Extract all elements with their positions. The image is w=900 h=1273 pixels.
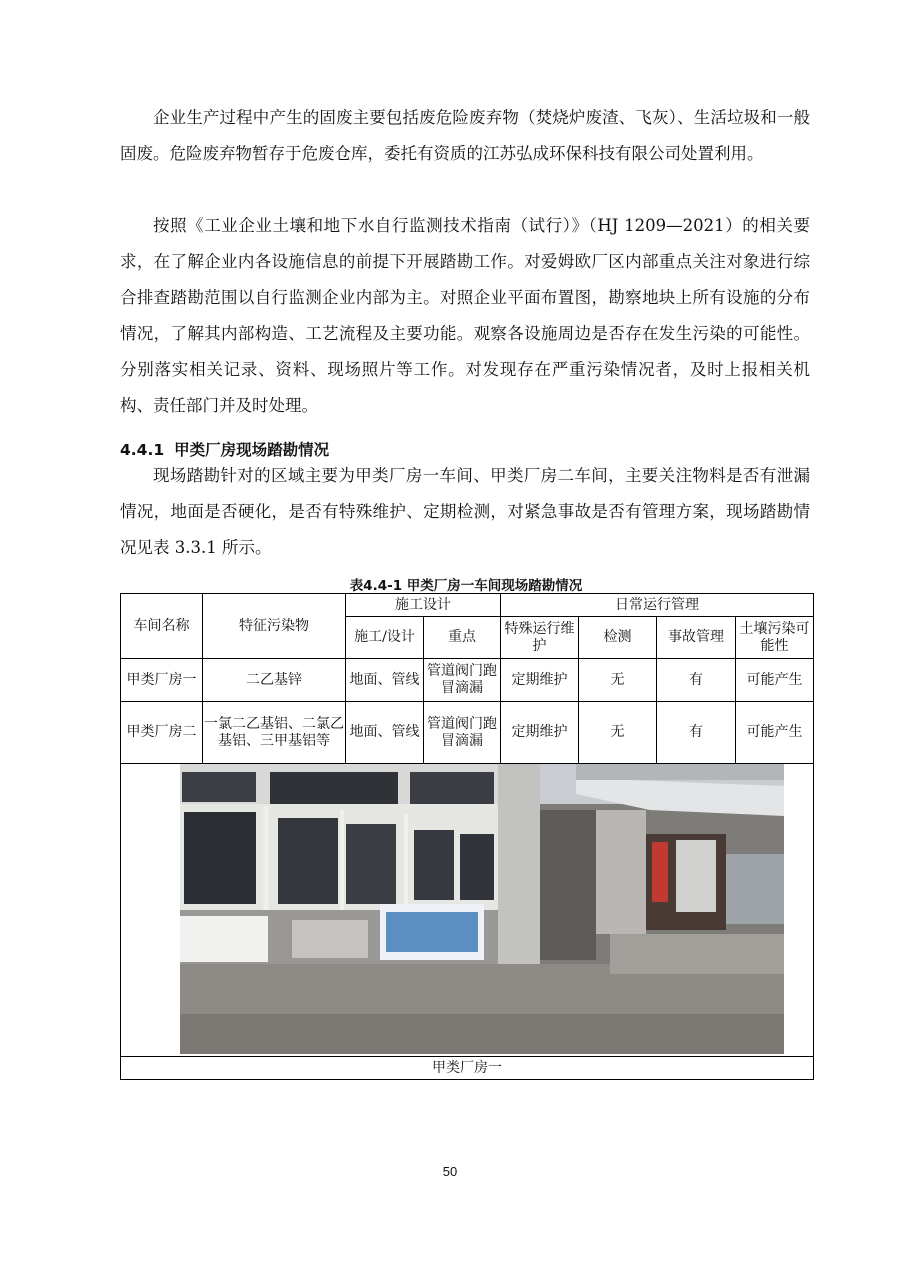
survey-table [120, 593, 814, 1080]
header-inspection: 检测 [579, 617, 657, 659]
cell-possibility: 可能产生 [736, 659, 814, 702]
header-row-1 [121, 594, 814, 617]
cell-accident: 有 [657, 659, 736, 702]
workshop-photo [180, 764, 784, 1054]
cell-possibility: 可能产生 [736, 702, 814, 764]
cell-pollutant: 二乙基锌 [203, 659, 346, 702]
header-construction-design: 施工/设计 [346, 617, 424, 659]
section-number: 4.4.1 [120, 441, 165, 459]
paragraph-solid-waste: 企业生产过程中产生的固废主要包括废危险废弃物（焚烧炉废渣、飞灰）、生活垃圾和一般固废。危险废弃物暂存于危废仓库，委托有资质的江苏弘成环保科技有限公司处置利用。 [120, 108, 810, 163]
cell-maintenance: 定期维护 [501, 659, 579, 702]
paragraph-survey-scope: 现场踏勘针对的区域主要为甲类厂房一车间、甲类厂房二车间，主要关注物料是否有泄漏情况，地面是否硬化，是否有特殊维护、定期检测，对紧急事故是否有管理方案，现场踏勘情况见表 3.3.1 所示。 [120, 466, 810, 557]
section-heading [120, 438, 329, 460]
header-soil-pollution: 土壤污染可能性 [736, 617, 814, 659]
photo-row [121, 764, 814, 1057]
section-title: 甲类厂房现场踏勘情况 [174, 441, 330, 459]
photo-caption: 甲类厂房一 [121, 1057, 814, 1080]
header-accident-management: 事故管理 [657, 617, 736, 659]
photo-caption-row [121, 1057, 814, 1080]
cell-accident: 有 [657, 702, 736, 764]
photo-cell [121, 764, 814, 1057]
header-key-points: 重点 [424, 617, 501, 659]
cell-workshop: 甲类厂房一 [121, 659, 203, 702]
cell-inspection: 无 [579, 659, 657, 702]
paragraph-survey-method: 按照《工业企业土壤和地下水自行监测技术指南（试行）》（HJ 1209—2021）的相关要求，在了解企业内各设施信息的前提下开展踏勘工作。对爱姆欧厂区内部重点关注对象进行综合排查踏勘范围以自行监测企业内部为主。对照企业平面布置图，勘察地块上所有设施的分布情况，了解其内部构造、工艺流程及主要功能。观察各设施周边是否存在发生污染的可能性。分别落实相关记录、资料、现场照片等工作。对发现存在严重污染情况者，及时上报相关机构、责任部门并及时处理。 [120, 216, 810, 415]
cell-key: 管道阀门跑冒滴漏 [424, 659, 501, 702]
header-special-maintenance: 特殊运行维护 [501, 617, 579, 659]
table-caption: 表4.4-1 甲类厂房一车间现场踏勘情况 [349, 578, 583, 594]
cell-construction: 地面、管线 [346, 702, 424, 764]
page-number: 50 [442, 1164, 458, 1179]
table-row [121, 659, 814, 702]
cell-pollutant: 一氯二乙基铝、二氯乙基铝、三甲基铝等 [203, 702, 346, 764]
header-workshop: 车间名称 [121, 594, 203, 659]
cell-inspection: 无 [579, 702, 657, 764]
header-pollutant: 特征污染物 [203, 594, 346, 659]
cell-workshop: 甲类厂房二 [121, 702, 203, 764]
cell-maintenance: 定期维护 [501, 702, 579, 764]
table-row [121, 702, 814, 764]
cell-construction: 地面、管线 [346, 659, 424, 702]
header-daily-group: 日常运行管理 [501, 594, 814, 617]
header-construction-group: 施工设计 [346, 594, 501, 617]
cell-key: 管道阀门跑冒滴漏 [424, 702, 501, 764]
